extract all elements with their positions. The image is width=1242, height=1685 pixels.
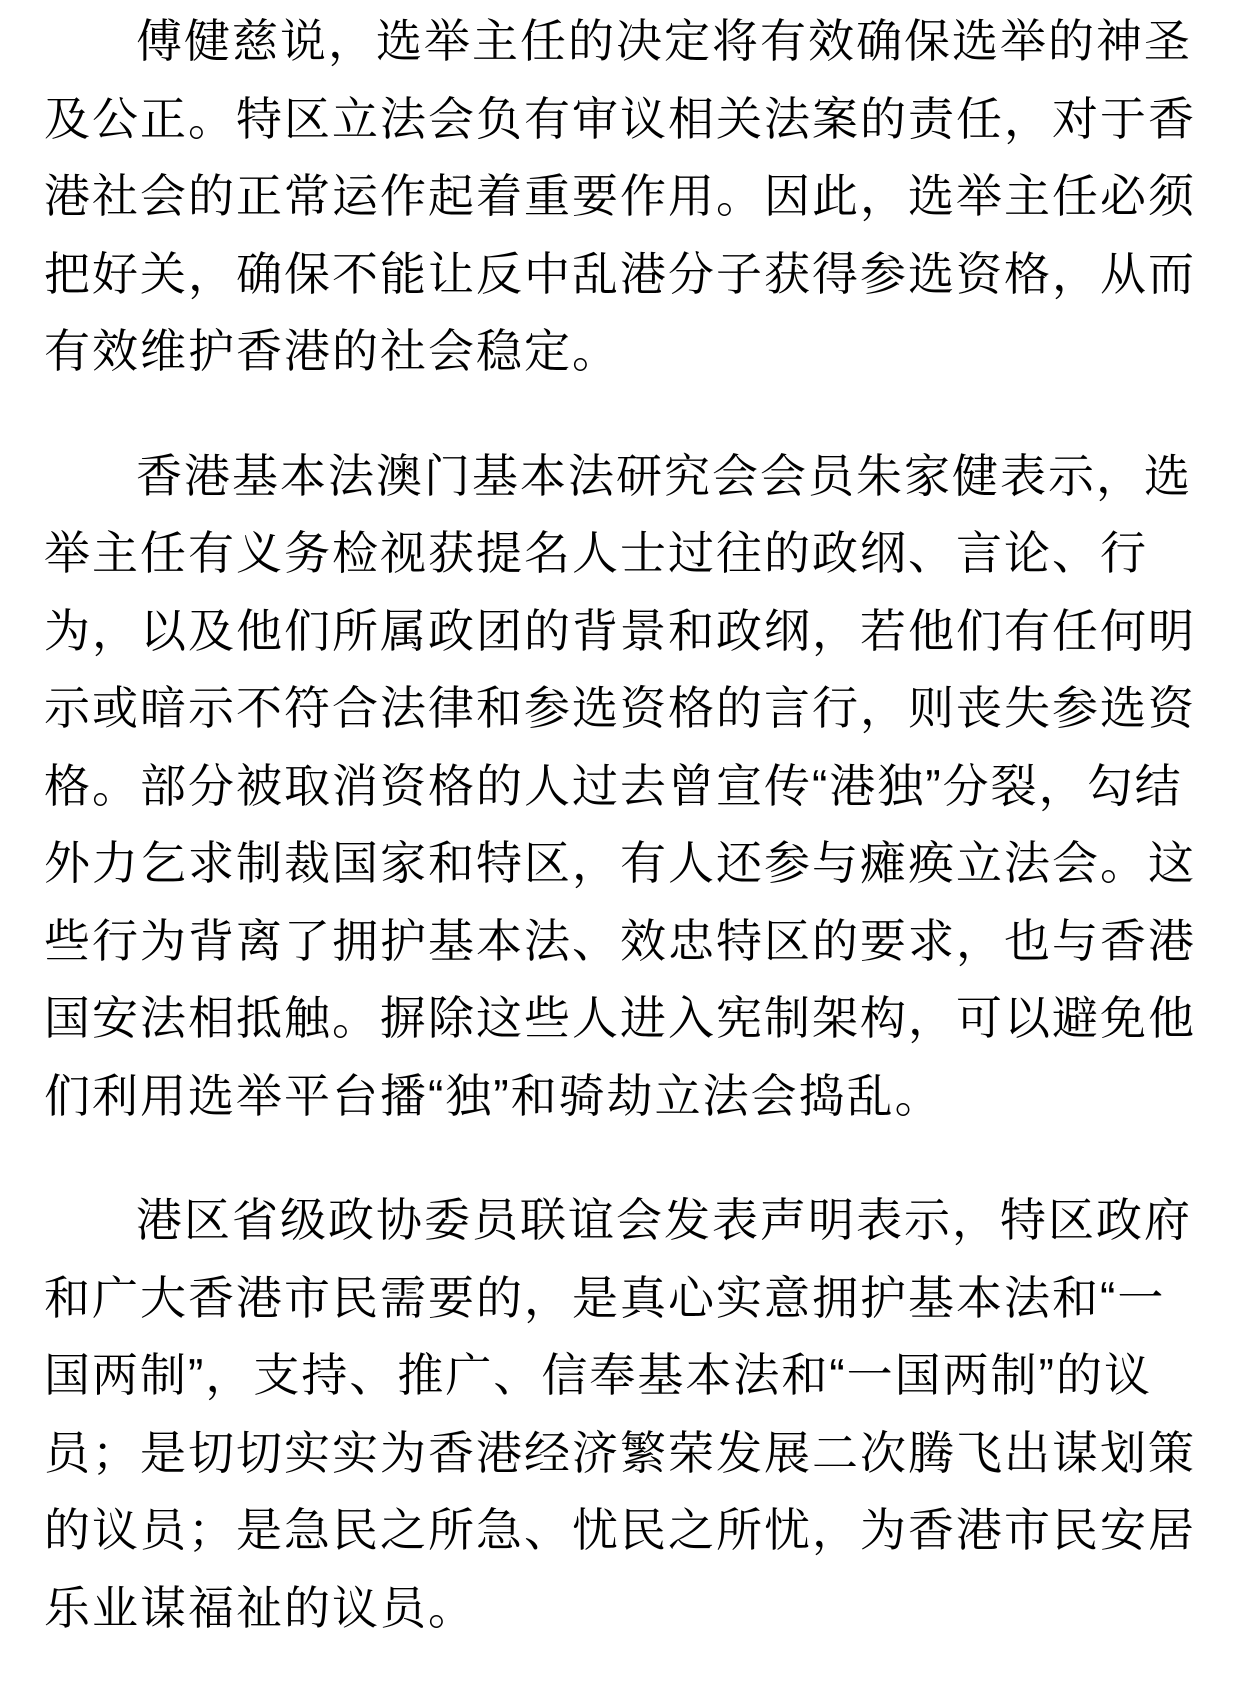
paragraph — [44, 3, 1206, 391]
text-line: 们利用选举平台播“独”和骑劫立法会捣乱。 — [44, 1069, 943, 1122]
text-line: 格。部分被取消资格的人过去曾宣传“港独”分裂，勾结 — [44, 759, 1183, 812]
text-line: 港社会的正常运作起着重要作用。因此，选举主任必须 — [44, 170, 1196, 222]
text-line: 些行为背离了拥护基本法、效忠特区的要求，也与香港 — [44, 914, 1196, 967]
text-line: 为，以及他们所属政团的背景和政纲，若他们有任何明 — [44, 604, 1196, 657]
text-line: 把好关，确保不能让反中乱港分子获得参选资格，从而 — [44, 247, 1196, 300]
text-line: 香港基本法澳门基本法研究会会员朱家健表示，选 — [136, 449, 1192, 502]
text-line: 国两制”，支持、推广、信奉基本法和“一国两制”的议 — [44, 1349, 1152, 1401]
text-line: 外力乞求制裁国家和特区，有人还参与瘫痪立法会。这 — [44, 837, 1196, 889]
text-line: 傅健慈说，选举主任的决定将有效确保选举的神圣 — [136, 15, 1192, 67]
text-line: 港区省级政协委员联谊会发表声明表示，特区政府 — [136, 1194, 1192, 1246]
text-line: 国安法相抵触。摒除这些人进入宪制架构，可以避免他 — [44, 992, 1196, 1044]
text-line: 的议员；是急民之所急、忧民之所忧，为香港市民安居 — [44, 1504, 1196, 1556]
text-line: 员；是切切实实为香港经济繁荣发展二次腾飞出谋划策 — [44, 1426, 1196, 1479]
text-line: 乐业谋福祉的议员。 — [44, 1581, 476, 1634]
text-line: 有效维护香港的社会稳定。 — [44, 325, 620, 377]
paragraph — [44, 438, 1206, 1136]
paragraph — [44, 1182, 1206, 1647]
text-line: 及公正。特区立法会负有审议相关法案的责任，对于香 — [44, 92, 1196, 145]
text-line: 示或暗示不符合法律和参选资格的言行，则丧失参选资 — [44, 682, 1196, 734]
text-line: 和广大香港市民需要的，是真心实意拥护基本法和“一 — [44, 1271, 1166, 1324]
text-line: 举主任有义务检视获提名人士过往的政纲、言论、行 — [44, 527, 1148, 579]
